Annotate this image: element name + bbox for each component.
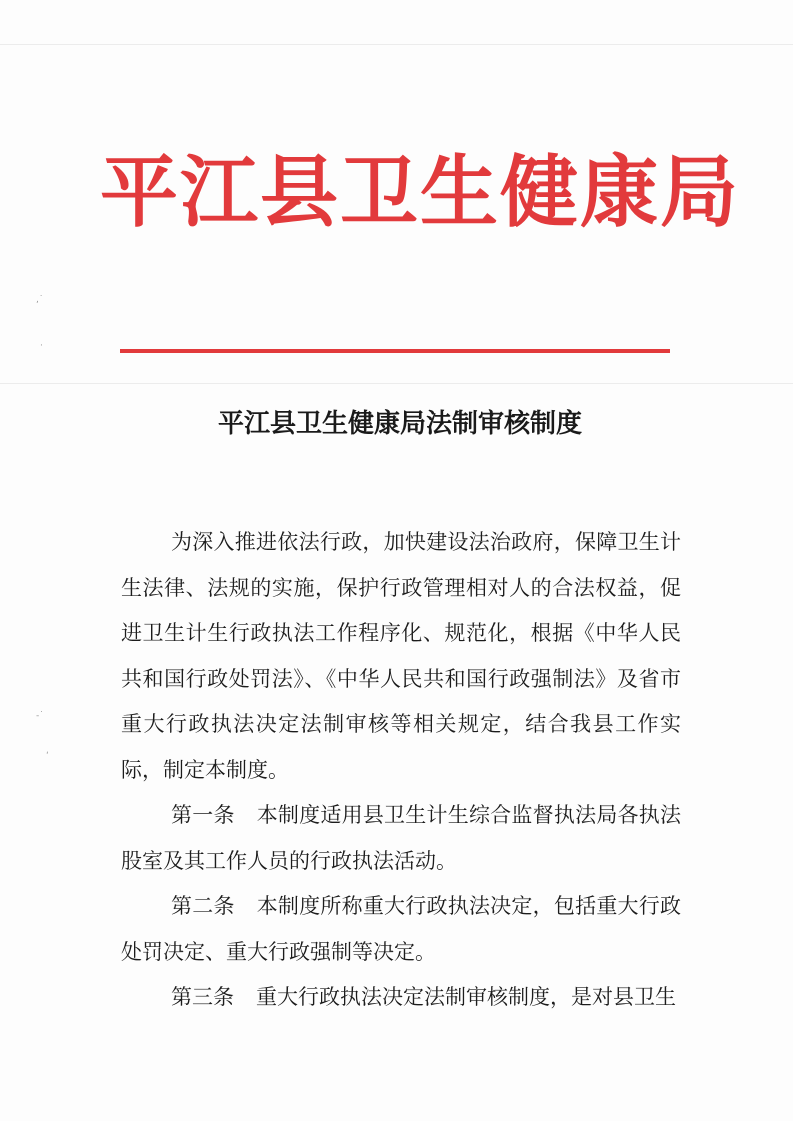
document-body: [121, 520, 681, 1021]
document-title: 平江县卫生健康局法制审核制度: [217, 409, 582, 439]
issuing-organization-header: 平江县卫生健康局: [100, 147, 741, 238]
scan-speck: ,˙: [36, 295, 44, 305]
article-paragraph: [121, 884, 681, 975]
article-label: 第二条: [171, 894, 235, 918]
scan-artifact-line: [0, 44, 793, 45]
article-text: 本制度适用县卫生计生综合监督执法局各执法股室及其工作人员的行政执法活动。: [121, 803, 682, 873]
scan-speck: ‘: [46, 751, 49, 761]
article-text: 本制度所称重大行政执法决定，包括重大行政处罚决定、重大行政强制等决定。: [121, 894, 682, 964]
article-paragraph: [121, 975, 681, 1021]
scan-speck: ⋅: [40, 341, 43, 351]
preamble-paragraph: 为深入推进依法行政，加快建设法治政府，保障卫生计生法律、法规的实施，保护行政管理相对人的合法权益，促进卫生计生行政执法工作程序化、规范化，根据《中华人民共和国行政处罚法》、《中华人民共和国行政强制法》及省市重大行政执法决定法制审核等相关规定，结合我县工作实际，制定本制度。: [121, 530, 681, 782]
red-header-divider: [120, 349, 670, 353]
article-label: 第一条: [171, 803, 235, 827]
article-label: 第三条: [171, 985, 234, 1009]
scan-artifact-line: [0, 383, 793, 384]
article-paragraph: [121, 793, 681, 884]
article-text: 重大行政执法决定法制审核制度，是对县卫生: [256, 985, 676, 1009]
scan-speck: -˙: [36, 711, 44, 721]
